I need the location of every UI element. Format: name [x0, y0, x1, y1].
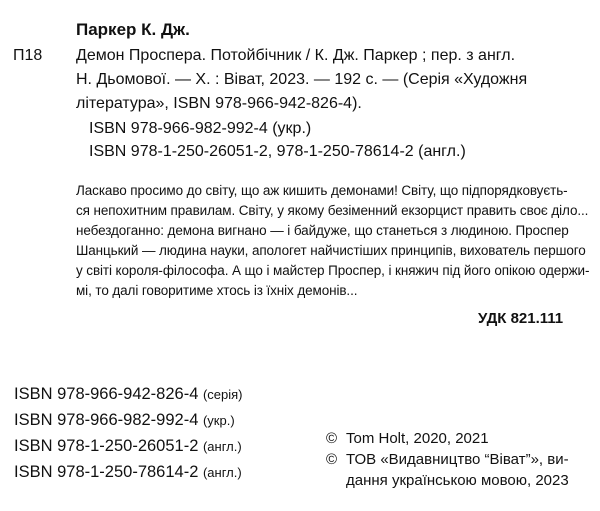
author-name: Паркер К. Дж.: [76, 20, 190, 39]
annotation-line: у світі короля-філософа. А що і майстер Проспер, і княжич під його опікою одержи-: [76, 263, 590, 278]
biblio-line: література», ISBN 978-966-942-826-4).: [76, 95, 362, 112]
footer-isbn: [14, 463, 242, 482]
annotation-line: Шанцький — людина науки, апологет найчистіших принципів, вихователь першого: [76, 243, 586, 258]
annotation-line: Ласкаво просимо до світу, що аж кишить демонами! Світу, що підпорядковуєть-: [76, 183, 568, 198]
footer-isbn-note: (серія): [202, 387, 243, 402]
copyright-line: [326, 451, 569, 468]
isbn-line-eng: ISBN 978-1-250-26051-2, 978-1-250-78614-2 (англ.): [89, 143, 466, 160]
footer-isbn: [14, 385, 243, 404]
footer-isbn: [14, 437, 242, 456]
footer-isbn: [14, 411, 235, 430]
copyright-text: ТОВ «Видавництво “Віват”», ви-: [346, 451, 569, 468]
footer-isbn-number: ISBN 978-1-250-78614-2: [14, 463, 199, 481]
footer-isbn-number: ISBN 978-966-942-826-4: [14, 385, 199, 403]
footer-isbn-note: (англ.): [202, 465, 242, 480]
biblio-line: Н. Дьомової. — Х. : Віват, 2023. — 192 с. — (Серія «Художня: [76, 71, 528, 88]
biblio-line: Демон Проспера. Потойбічник / К. Дж. Паркер ; пер. з англ.: [76, 47, 516, 64]
copyright-line: [326, 430, 489, 447]
annotation-line: ся непохитним правилам. Світу, у якому безіменний екзорцист править своє діло...: [76, 203, 589, 218]
footer-isbn-note: (укр.): [202, 413, 235, 428]
udk-code: УДК 821.111: [478, 310, 564, 327]
footer-isbn-note: (англ.): [202, 439, 242, 454]
copyright-icon: ©: [326, 430, 338, 447]
annotation-line: мі, то далі говоритиме хтось із їхніх демонів...: [76, 283, 358, 298]
annotation-line: небездоганно: демона вигнано — і байдуже, що станеться з людиною. Проспер: [76, 223, 569, 238]
footer-isbn-number: ISBN 978-1-250-26051-2: [14, 437, 199, 455]
footer-isbn-number: ISBN 978-966-982-992-4: [14, 411, 199, 429]
copyright-text: Tom Holt, 2020, 2021: [346, 430, 489, 447]
classification-code: П18: [13, 47, 43, 64]
copyright-icon: ©: [326, 451, 338, 468]
copyright-continuation: дання українською мовою, 2023: [346, 472, 569, 489]
isbn-line-ukr: ISBN 978-966-982-992-4 (укр.): [89, 120, 312, 137]
